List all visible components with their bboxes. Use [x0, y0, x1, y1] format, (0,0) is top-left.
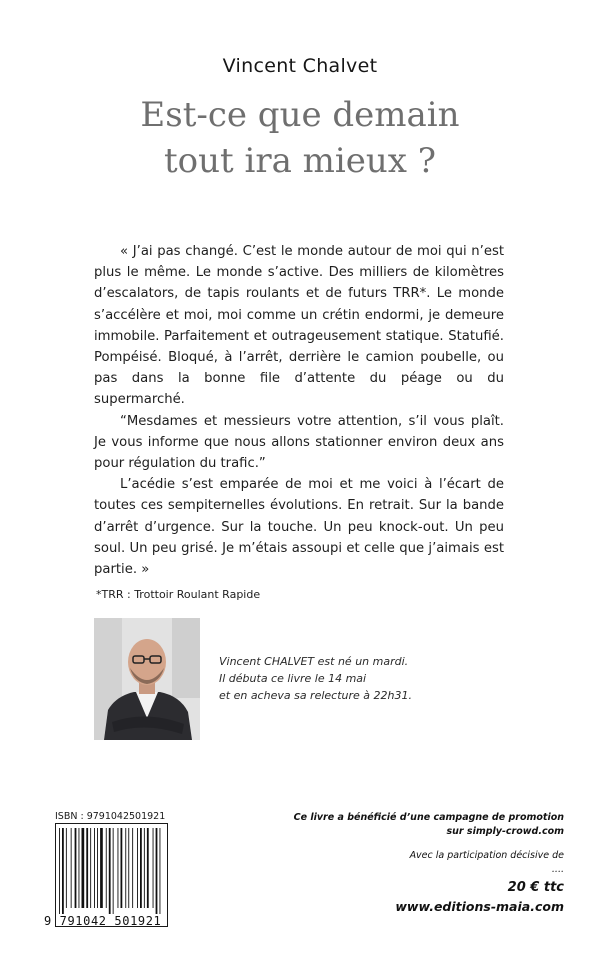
barcode-bar	[79, 828, 80, 908]
barcode-digits: 9 791042 501921	[44, 914, 162, 928]
blurb-paragraph: « J’ai pas changé. C’est le monde autour de moi qui n’est plus le même. Le monde s’active. Des milliers de kilomètres d’escalators, de tapis roulants et de futurs TRR*. Le monde s’accélère et moi, moi comme un crétin endormi, je demeure immobile. Parfaitement et outrageusement statique. Statufié. Pompéisé. Bloqué, à l’arrêt, derrière le camion poubelle, ou pas dans la bonne file d’attente du péage ou du supermarché.	[94, 244, 504, 408]
book-title-line-1: Est-ce que demain	[140, 95, 460, 135]
partner-line: ....	[551, 864, 564, 875]
barcode-bar	[66, 828, 67, 908]
barcode-bar	[94, 828, 95, 908]
bio-line: Vincent CHALVET est né un mardi.	[219, 655, 409, 668]
barcode-bar	[109, 828, 111, 914]
barcode-bar	[140, 828, 142, 908]
book-title	[0, 92, 600, 184]
barcode-bar	[86, 828, 88, 908]
barcode-bar	[118, 828, 119, 908]
barcode-bar	[132, 828, 133, 908]
barcode-bar	[75, 828, 77, 908]
price: 20 € ttc	[507, 880, 564, 895]
publisher-website: www.editions-maia.com	[395, 899, 564, 914]
author-name: Vincent Chalvet	[222, 55, 378, 77]
barcode-bar	[90, 828, 91, 908]
barcode-bar	[137, 828, 138, 908]
barcode-bar	[153, 828, 154, 908]
barcode-bar	[59, 828, 60, 914]
barcode-bar	[125, 828, 126, 908]
barcode-bar	[156, 828, 158, 914]
partner-line: Avec la participation décisive de	[409, 850, 564, 861]
author-photo	[94, 618, 200, 740]
blurb-paragraph: L’acédie s’est emparée de moi et me voici à l’écart de toutes ces sempiternelles évolutions. En retrait. Sur la bande d’arrêt d’urgence. Sur la touche. Un peu knock-out. Un peu soul. Un peu grisé. Je m’étais assoupi et celle que j’aimais est partie. »	[94, 477, 504, 578]
book-title-line-2: tout ira mieux ?	[163, 141, 437, 181]
barcode-bar	[113, 828, 114, 914]
partner-note	[410, 849, 564, 877]
barcode	[55, 823, 168, 927]
barcode-bar	[147, 828, 149, 908]
barcode-bar	[97, 828, 98, 908]
barcode-bar	[71, 828, 72, 908]
barcode-bar	[100, 828, 103, 908]
barcode-bar	[121, 828, 123, 908]
promo-line: sur simply-crowd.com	[446, 826, 564, 837]
bio-line: Il débuta ce livre le 14 mai	[219, 672, 367, 685]
barcode-bar	[128, 828, 129, 908]
isbn-label: ISBN : 9791042501921	[55, 811, 166, 822]
author-bio	[219, 653, 412, 704]
barcode-bar	[82, 828, 85, 908]
promo-note	[294, 811, 564, 839]
back-cover-blurb	[94, 241, 504, 580]
blurb-paragraph: “Mesdames et messieurs votre attention, s’il vous plaît. Je vous informe que nous allons stationner environ deux ans pour régulation du trafic.”	[94, 413, 504, 472]
barcode-bar	[106, 828, 107, 908]
barcode-bar	[160, 828, 161, 914]
promo-line: Ce livre a bénéficié d’une campagne de promotion	[293, 812, 564, 823]
footnote: *TRR : Trottoir Roulant Rapide	[96, 588, 261, 601]
barcode-bar	[144, 828, 145, 908]
barcode-bar	[62, 828, 64, 914]
bio-line: et en acheva sa relecture à 22h31.	[219, 689, 412, 702]
